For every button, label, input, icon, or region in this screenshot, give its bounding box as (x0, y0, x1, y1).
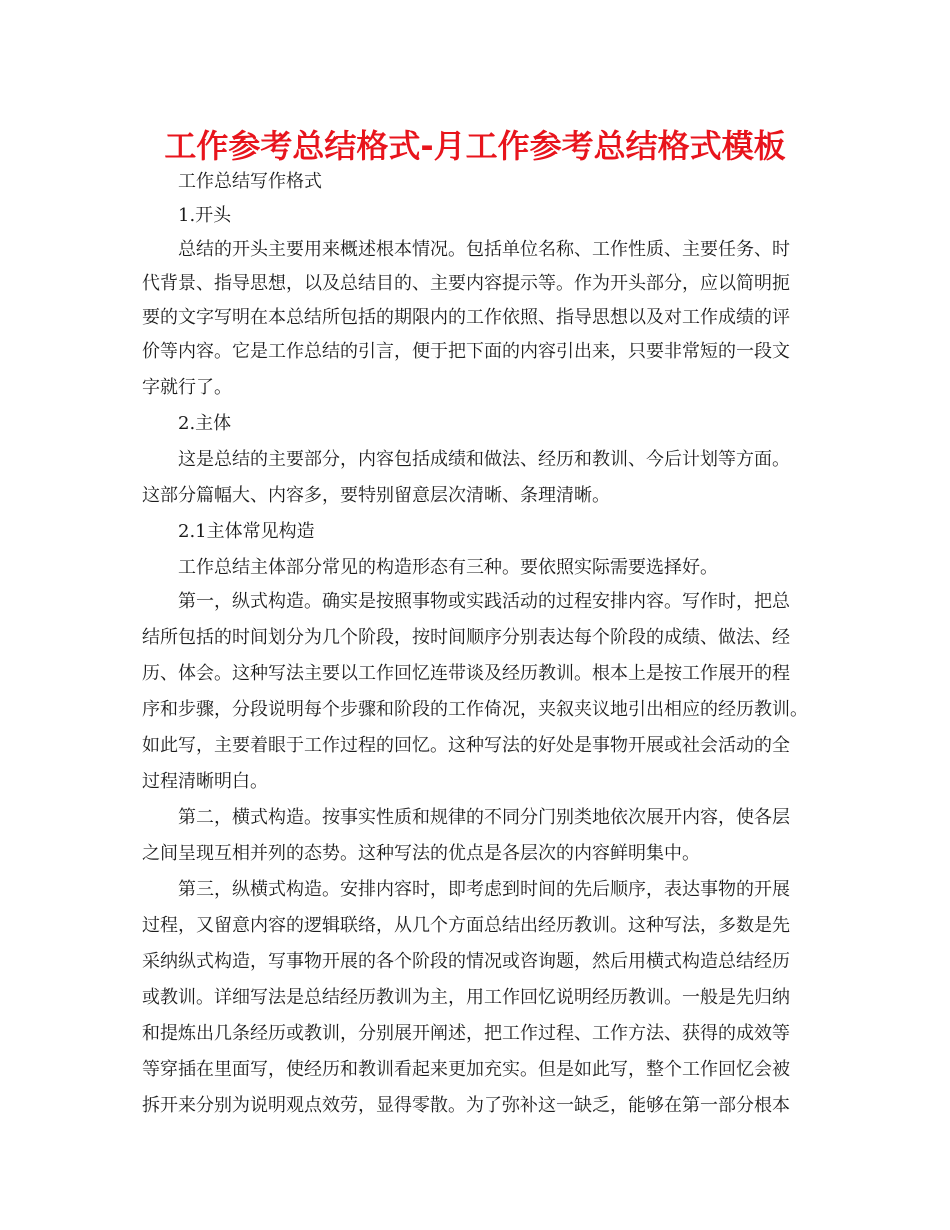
section-heading-structure: 2.1主体常见构造 (178, 521, 315, 542)
paragraph-line: 第二，横式构造。按事实性质和规律的不同分门别类地依次展开内容，使各层 (178, 807, 790, 828)
paragraph-line: 第一，纵式构造。确实是按照事物或实践活动的过程安排内容。写作时，把总 (178, 591, 790, 612)
paragraph-line: 第三，纵横式构造。安排内容时，即考虑到时间的先后顺序，表达事物的开展 (178, 879, 790, 900)
paragraph-line: 序和步骤，分段说明每个步骤和阶段的工作倚况，夹叙夹议地引出相应的经历教训。 (142, 699, 808, 720)
section-heading-body: 2.主体 (178, 413, 232, 434)
paragraph-line: 代背景、指导思想，以及总结目的、主要内容提示等。作为开头部分，应以简明扼 (142, 273, 790, 294)
paragraph-line: 字就行了。 (142, 377, 232, 398)
paragraph-line: 工作总结主体部分常见的构造形态有三种。要依照实际需要选择好。 (178, 557, 718, 578)
paragraph-line: 要的文字写明在本总结所包括的期限内的工作依照、指导思想以及对工作成绩的评 (142, 307, 790, 328)
paragraph-line: 等穿插在里面写，使经历和教训看起来更加充实。但是如此写，整个工作回忆会被 (142, 1059, 790, 1080)
paragraph-line: 这是总结的主要部分，内容包括成绩和做法、经历和教训、今后计划等方面。 (178, 449, 790, 470)
document-subtitle: 工作总结写作格式 (178, 171, 322, 192)
paragraph-line: 结所包括的时间划分为几个阶段，按时间顺序分别表达每个阶段的成绩、做法、经 (142, 627, 790, 648)
paragraph-line: 如此写，主要着眼于工作过程的回忆。这种写法的好处是事物开展或社会活动的全 (142, 735, 790, 756)
paragraph-line: 或教训。详细写法是总结经历教训为主，用工作回忆说明经历教训。一般是先归纳 (142, 987, 790, 1008)
paragraph-line: 总结的开头主要用来概述根本情况。包括单位名称、工作性质、主要任务、时 (178, 239, 790, 260)
paragraph-line: 这部分篇幅大、内容多，要特别留意层次清晰、条理清晰。 (142, 485, 610, 506)
paragraph-line: 之间呈现互相并列的态势。这种写法的优点是各层次的内容鲜明集中。 (142, 843, 700, 864)
paragraph-line: 采纳纵式构造，写事物开展的各个阶段的情况或咨询题，然后用横式构造总结经历 (142, 951, 790, 972)
paragraph-line: 过程，又留意内容的逻辑联络，从几个方面总结出经历教训。这种写法，多数是先 (142, 915, 790, 936)
paragraph-line: 和提炼出几条经历或教训，分别展开阐述，把工作过程、工作方法、获得的成效等 (142, 1023, 790, 1044)
paragraph-line: 历、体会。这种写法主要以工作回忆连带谈及经历教训。根本上是按工作展开的程 (142, 663, 790, 684)
paragraph-line: 价等内容。它是工作总结的引言，便于把下面的内容引出来，只要非常短的一段文 (142, 341, 790, 362)
paragraph-line: 过程清晰明白。 (142, 771, 268, 792)
paragraph-line: 拆开来分别为说明观点效劳，显得零散。为了弥补这一缺乏，能够在第一部分根本 (142, 1095, 790, 1116)
document-title: 工作参考总结格式-月工作参考总结格式模板 (164, 127, 786, 165)
section-heading-opening: 1.开头 (178, 205, 232, 226)
